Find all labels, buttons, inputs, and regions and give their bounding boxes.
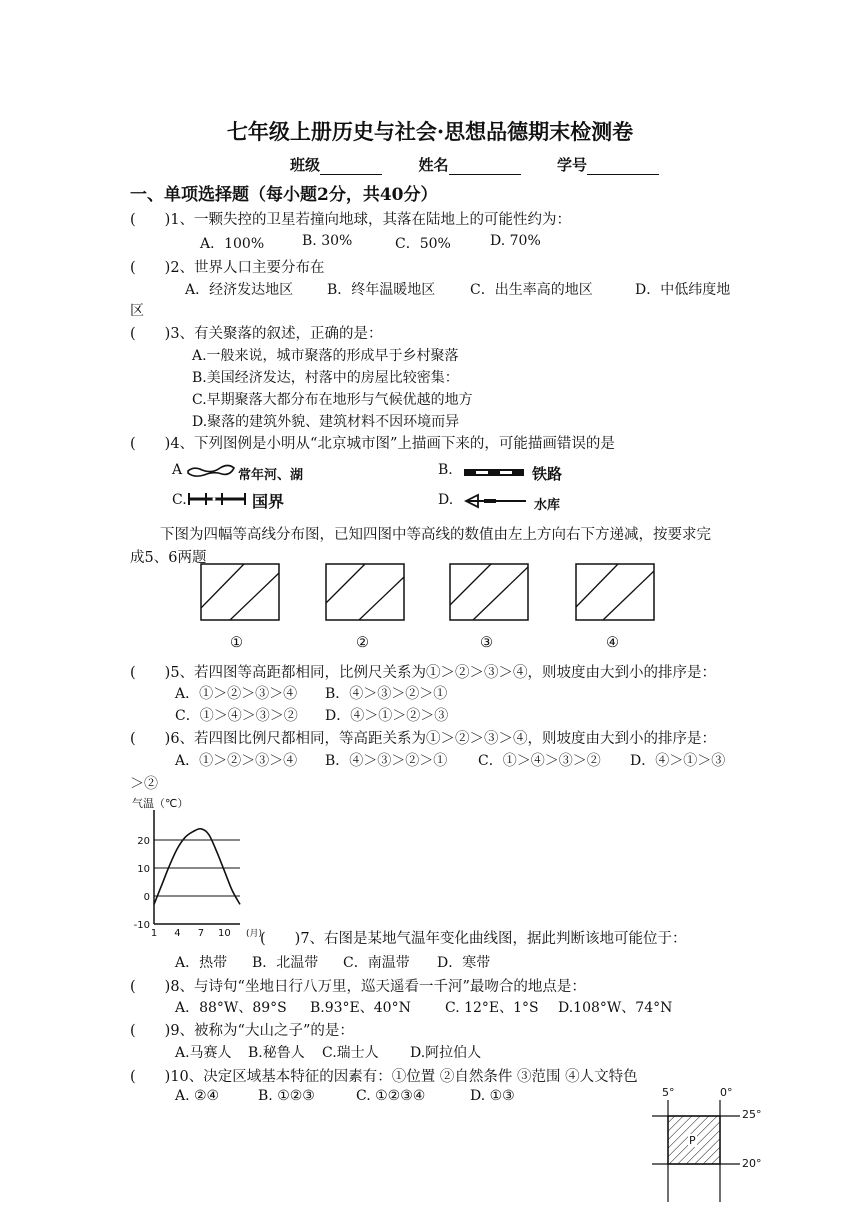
- question-text: 9、被称为“大山之子”的是：: [170, 1023, 354, 1039]
- legend-d-letter: D.: [438, 492, 454, 508]
- q9-option-b: B.秘鲁人: [248, 1045, 305, 1061]
- chart-x-tick-label: 10: [217, 928, 231, 939]
- question-4: [130, 432, 615, 453]
- q7-option-c: C．南温带: [343, 955, 410, 971]
- question-text: 8、与诗句“坐地日行八万里，巡天遥看一千河”最吻合的地点是：: [170, 979, 586, 995]
- q8-option-a: A．88°W、89°S: [175, 1000, 287, 1016]
- q9-option-d: D.阿拉伯人: [410, 1045, 482, 1061]
- grid-lon-right: 0°: [720, 1086, 733, 1099]
- q3-option-b: B.美国经济发达，村落中的房屋比较密集：: [192, 370, 459, 386]
- q1-option-c: C．50%: [395, 236, 451, 252]
- question-text: 7、右图是某地气温年变化曲线图，据此判断该地可能位于：: [300, 931, 687, 947]
- q7-option-b: B．北温带: [252, 955, 319, 971]
- student-info: [290, 154, 659, 175]
- q1-option-d: D. 70%: [490, 233, 541, 249]
- intro-line-1: 下图为四幅等高线分布图，已知四图中等高线的数值由左上方向右下方递减，按要求完: [160, 527, 711, 543]
- contour-label-2: ②: [356, 635, 369, 651]
- q2-option-b: B．终年温暖地区: [327, 282, 436, 298]
- contour-map-1: [200, 563, 280, 621]
- q7-option-d: D．寒带: [437, 955, 491, 971]
- q9-option-c: C.瑞士人: [322, 1045, 379, 1061]
- chart-y-tick-label: -10: [133, 920, 150, 931]
- answer-paren[interactable]: ( ): [130, 979, 171, 995]
- legend-a-label: 常年河、湖: [238, 468, 304, 483]
- name-label: 姓名: [418, 156, 449, 174]
- question-2: [130, 256, 325, 277]
- q6-option-d: D．④＞①＞③: [630, 753, 726, 769]
- chart-ylabel: 气温（℃）: [132, 797, 189, 810]
- question-9: [130, 1019, 354, 1040]
- section-heading: 一、单项选择题（每小题2分，共40分）: [130, 185, 438, 205]
- chart-y-tick-label: 0: [143, 892, 150, 903]
- temperature-chart: [130, 808, 263, 939]
- question-text: 2、世界人口主要分布在: [170, 260, 325, 276]
- q6-option-d-wrap: ＞②: [130, 776, 158, 792]
- number-label: 学号: [556, 156, 587, 174]
- grid-lon-left: 5°: [662, 1086, 675, 1099]
- answer-paren[interactable]: ( ): [130, 1023, 171, 1039]
- answer-paren[interactable]: ( ): [130, 436, 171, 452]
- boundary-symbol: [186, 490, 248, 508]
- class-label: 班级: [290, 156, 321, 174]
- q6-option-a: A．①＞②＞③＞④: [175, 753, 298, 769]
- question-1: [130, 208, 571, 229]
- chart-y-tick-label: 20: [137, 836, 150, 847]
- q7-option-a: A．热带: [175, 955, 228, 971]
- question-7: [260, 927, 687, 948]
- legend-c-label: 国界: [252, 492, 285, 511]
- q9-option-a: A.马赛人: [175, 1045, 232, 1061]
- contour-label-4: ④: [606, 635, 619, 651]
- q2-option-d-wrap: 区: [130, 303, 144, 319]
- q1-option-a: A．100%: [200, 236, 265, 252]
- answer-paren[interactable]: ( ): [130, 665, 171, 681]
- chart-x-tick-label: 4: [174, 928, 181, 939]
- q10-option-a: A. ②④: [175, 1088, 220, 1104]
- lat-lon-grid-map: [650, 1098, 742, 1202]
- chart-x-tick-label: 1: [150, 928, 158, 939]
- q6-option-b: B．④＞③＞②＞①: [325, 753, 448, 769]
- question-text: 4、下列图例是小明从“北京城市图”上描画下来的，可能描画错误的是: [170, 436, 615, 452]
- question-text: 10、决定区域基本特征的因素有：①位置 ②自然条件 ③范围 ④人文特色: [170, 1069, 638, 1085]
- q2-option-c: C．出生率高的地区: [470, 282, 593, 298]
- class-blank[interactable]: [320, 158, 382, 175]
- q3-option-c: C.早期聚落大都分布在地形与气候优越的地方: [192, 392, 473, 408]
- contour-map-2: [325, 563, 405, 621]
- intro-line-2: 成5、6两题: [130, 550, 207, 566]
- legend-d-label: 水库: [534, 498, 561, 513]
- answer-paren[interactable]: ( ): [130, 1069, 171, 1085]
- question-6: [130, 727, 716, 748]
- q3-option-a: A.一般来说，城市聚落的形成早于乡村聚落: [192, 348, 459, 364]
- legend-c-letter: C.: [172, 492, 187, 508]
- legend-b-letter: B.: [438, 462, 453, 478]
- contour-map-4: [575, 563, 655, 621]
- legend-b-label: 铁路: [532, 465, 563, 483]
- chart-x-tick-label: 7: [197, 928, 205, 939]
- grid-lat-bottom: 20°: [742, 1157, 762, 1170]
- grid-lat-top: 25°: [742, 1108, 762, 1121]
- contour-label-1: ①: [230, 635, 243, 651]
- q2-option-d: D．中低纬度地: [635, 282, 731, 298]
- chart-x-label: (月): [245, 929, 263, 939]
- answer-paren[interactable]: ( ): [130, 731, 171, 747]
- q5-option-b: B．④＞③＞②＞①: [325, 686, 448, 702]
- chart-y-tick-label: 10: [137, 864, 150, 875]
- railway-symbol: [462, 466, 526, 480]
- q5-option-c: C．①＞④＞③＞②: [175, 708, 298, 724]
- question-text: 5、若四图等高距都相同，比例尺关系为①＞②＞③＞④，则坡度由大到小的排序是：: [170, 665, 717, 681]
- q3-option-d: D.聚落的建筑外貌、建筑材料不因环境而异: [192, 414, 460, 430]
- question-3: [130, 322, 383, 343]
- q8-option-d: D.108°W、74°N: [558, 1000, 673, 1016]
- question-8: [130, 975, 586, 996]
- answer-paren[interactable]: ( ): [130, 326, 171, 342]
- question-10: [130, 1065, 638, 1086]
- question-text: 6、若四图比例尺都相同，等高距关系为①＞②＞③＞④，则坡度由大到小的排序是：: [170, 731, 717, 747]
- number-blank[interactable]: [587, 158, 659, 175]
- q5-option-a: A．①＞②＞③＞④: [175, 686, 298, 702]
- q8-option-c: C. 12°E、1°S: [445, 1000, 539, 1016]
- q10-option-b: B. ①②③: [258, 1088, 315, 1104]
- question-5: [130, 661, 716, 682]
- q1-option-b: B. 30%: [302, 233, 353, 249]
- river-lake-symbol: [186, 462, 236, 482]
- q5-option-d: D．④＞①＞②＞③: [325, 708, 449, 724]
- q10-option-d: D. ①③: [470, 1088, 515, 1104]
- question-text: 1、一颗失控的卫星若撞向地球，其落在陆地上的可能性约为：: [170, 212, 572, 228]
- question-text: 3、有关聚落的叙述，正确的是：: [170, 326, 383, 342]
- q2-option-a: A．经济发达地区: [185, 282, 294, 298]
- answer-paren[interactable]: ( ): [130, 212, 171, 228]
- q10-option-c: C. ①②③④: [356, 1088, 426, 1104]
- contour-label-3: ③: [480, 635, 493, 651]
- q8-option-b: B.93°E、40°N: [310, 1000, 411, 1016]
- contour-map-3: [449, 563, 529, 621]
- legend-a-letter: A: [172, 462, 183, 478]
- name-blank[interactable]: [449, 158, 521, 175]
- reservoir-symbol: [462, 492, 528, 510]
- grid-point-label: P: [689, 1134, 696, 1147]
- answer-paren[interactable]: ( ): [260, 931, 301, 947]
- page-title: 七年级上册历史与社会·思想品德期末检测卷: [226, 119, 634, 144]
- q6-option-c: C．①＞④＞③＞②: [478, 753, 601, 769]
- answer-paren[interactable]: ( ): [130, 260, 171, 276]
